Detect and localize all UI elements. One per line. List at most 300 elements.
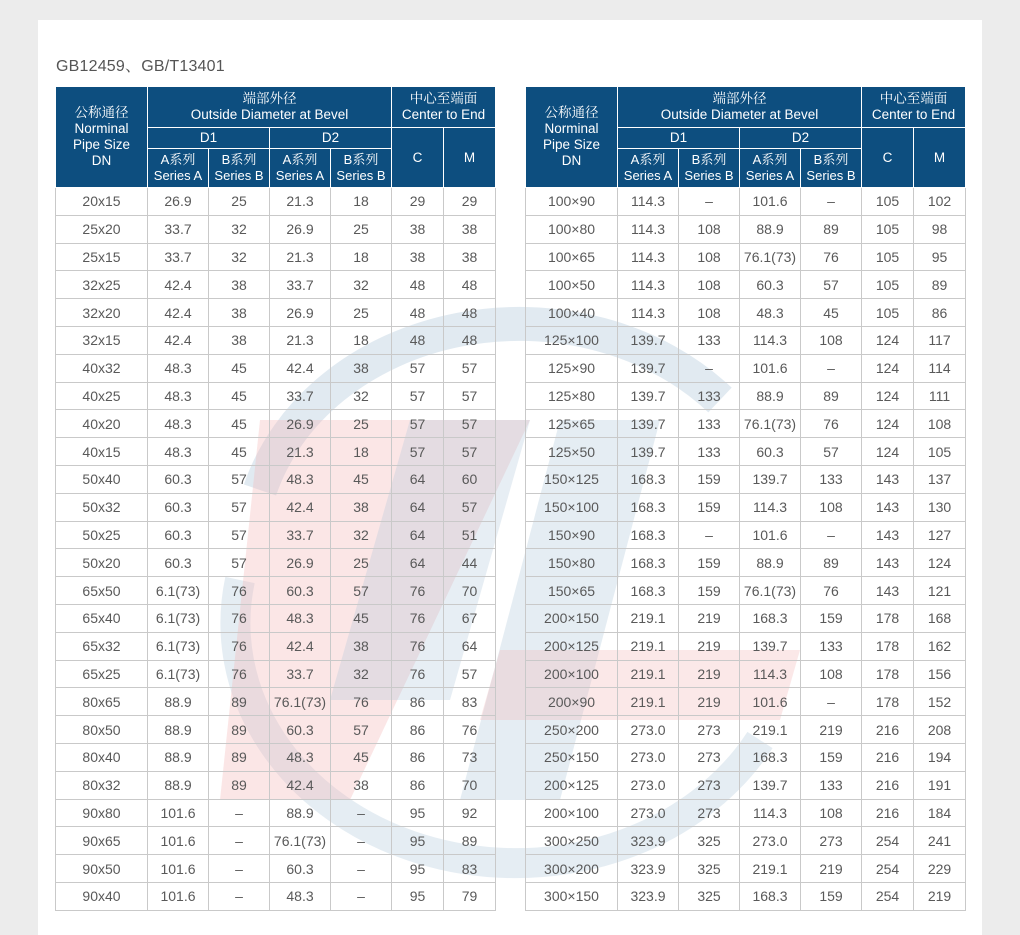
- d2-a-cell: 26.9: [270, 549, 331, 577]
- d1-b-cell: 273: [679, 716, 740, 744]
- d2-a-cell: 48.3: [270, 743, 331, 771]
- d2-a-cell: 60.3: [270, 716, 331, 744]
- series-b-en: Series B: [806, 168, 856, 183]
- d1-b-cell: –: [209, 827, 270, 855]
- d2-b-cell: 57: [801, 271, 862, 299]
- m-cell: 168: [914, 604, 966, 632]
- table-row: [526, 438, 966, 466]
- d2-b-cell: 76: [801, 410, 862, 438]
- d1-b-cell: 325: [679, 827, 740, 855]
- d2-b-cell: –: [331, 855, 392, 883]
- d1-b-cell: 57: [209, 493, 270, 521]
- c-cell: 48: [392, 299, 444, 327]
- table-row: [56, 771, 496, 799]
- od-header-cn: 端部外径: [712, 91, 767, 106]
- d2-b-cell: –: [801, 521, 862, 549]
- d2-header: D2: [270, 128, 392, 149]
- c-cell: 95: [392, 799, 444, 827]
- series-b-en: Series B: [684, 168, 734, 183]
- d1-b-cell: –: [209, 799, 270, 827]
- table-row: [526, 465, 966, 493]
- series-b-cn: B系列: [343, 152, 379, 167]
- table-row: [56, 299, 496, 327]
- d1-b-cell: 32: [209, 215, 270, 243]
- c-cell: 254: [862, 855, 914, 883]
- d2-a-cell: 219.1: [740, 855, 801, 883]
- dn-cell: 90x50: [56, 855, 148, 883]
- d1-b-cell: 76: [209, 604, 270, 632]
- d1-b-cell: –: [679, 521, 740, 549]
- d2-a-cell: 48.3: [270, 882, 331, 910]
- m-cell: 67: [444, 604, 496, 632]
- d1-a-cell: 273.0: [618, 771, 679, 799]
- dn-cell: 50x40: [56, 465, 148, 493]
- table-row: [56, 243, 496, 271]
- d2-b-cell: 273: [801, 827, 862, 855]
- d2-a-cell: 139.7: [740, 771, 801, 799]
- d2-b-cell: 38: [331, 632, 392, 660]
- d2-b-cell: 89: [801, 382, 862, 410]
- table-row: [526, 771, 966, 799]
- d2-a-cell: 26.9: [270, 410, 331, 438]
- dn-cell: 80x50: [56, 716, 148, 744]
- m-cell: 44: [444, 549, 496, 577]
- dn-cell: 100×50: [526, 271, 618, 299]
- d1-b-cell: 219: [679, 632, 740, 660]
- m-cell: 98: [914, 215, 966, 243]
- d1-b-cell: 76: [209, 577, 270, 605]
- d1-b-cell: 159: [679, 493, 740, 521]
- table-header: [526, 87, 966, 188]
- d2-series-a-header: [270, 149, 331, 188]
- d1-a-cell: 323.9: [618, 882, 679, 910]
- c-cell: 216: [862, 743, 914, 771]
- c-cell: 105: [862, 271, 914, 299]
- d1-b-cell: 219: [679, 660, 740, 688]
- od-header: [148, 87, 392, 128]
- dn-cell: 25x15: [56, 243, 148, 271]
- d2-b-cell: 57: [331, 716, 392, 744]
- dn-cell: 32x15: [56, 326, 148, 354]
- d2-a-cell: 76.1(73): [740, 243, 801, 271]
- d1-a-cell: 88.9: [148, 771, 209, 799]
- d2-a-cell: 76.1(73): [270, 688, 331, 716]
- dn-cell: 300×200: [526, 855, 618, 883]
- d2-a-cell: 33.7: [270, 271, 331, 299]
- c-cell: 178: [862, 604, 914, 632]
- m-cell: 57: [444, 660, 496, 688]
- d1-b-cell: 89: [209, 716, 270, 744]
- c-cell: 64: [392, 521, 444, 549]
- d2-b-cell: 108: [801, 660, 862, 688]
- d1-a-cell: 219.1: [618, 632, 679, 660]
- d1-a-cell: 168.3: [618, 493, 679, 521]
- d2-a-cell: 76.1(73): [740, 410, 801, 438]
- d1-b-cell: 76: [209, 632, 270, 660]
- table-row: [526, 827, 966, 855]
- d1-b-cell: 76: [209, 660, 270, 688]
- dn-header: [526, 87, 618, 188]
- d1-a-cell: 6.1(73): [148, 577, 209, 605]
- d1-a-cell: 48.3: [148, 438, 209, 466]
- dn-cell: 80x32: [56, 771, 148, 799]
- d1-a-cell: 42.4: [148, 271, 209, 299]
- d1-a-cell: 48.3: [148, 354, 209, 382]
- d1-a-cell: 33.7: [148, 243, 209, 271]
- dn-cell: 250×200: [526, 716, 618, 744]
- m-cell: 156: [914, 660, 966, 688]
- d2-a-cell: 60.3: [740, 271, 801, 299]
- d2-a-cell: 26.9: [270, 215, 331, 243]
- table-row: [56, 326, 496, 354]
- d1-a-cell: 139.7: [618, 382, 679, 410]
- d2-a-cell: 42.4: [270, 493, 331, 521]
- c-cell: 216: [862, 799, 914, 827]
- d2-a-cell: 139.7: [740, 632, 801, 660]
- d1-b-cell: 89: [209, 688, 270, 716]
- c-cell: 95: [392, 855, 444, 883]
- d2-series-b-header: [331, 149, 392, 188]
- table-row: [56, 382, 496, 410]
- table-row: [526, 549, 966, 577]
- d1-a-cell: 60.3: [148, 549, 209, 577]
- dn-cell: 200×125: [526, 771, 618, 799]
- dn-cell: 65x50: [56, 577, 148, 605]
- c-cell: 178: [862, 688, 914, 716]
- m-cell: 86: [914, 299, 966, 327]
- od-header: [618, 87, 862, 128]
- d1-a-cell: 323.9: [618, 855, 679, 883]
- table-row: [56, 688, 496, 716]
- dn-cell: 125×80: [526, 382, 618, 410]
- dn-cell: 200×100: [526, 799, 618, 827]
- c-cell: 124: [862, 382, 914, 410]
- c-cell: 57: [392, 438, 444, 466]
- m-cell: 137: [914, 465, 966, 493]
- d1-b-cell: 108: [679, 215, 740, 243]
- table-row: [526, 299, 966, 327]
- m-cell: 60: [444, 465, 496, 493]
- d1-a-cell: 6.1(73): [148, 604, 209, 632]
- d2-a-cell: 219.1: [740, 716, 801, 744]
- table-row: [56, 799, 496, 827]
- c-cell: 143: [862, 577, 914, 605]
- d1-a-cell: 6.1(73): [148, 660, 209, 688]
- d2-b-cell: 32: [331, 271, 392, 299]
- d1-a-cell: 88.9: [148, 688, 209, 716]
- dn-cell: 150×90: [526, 521, 618, 549]
- dn-header-cn: 公称通径: [74, 105, 129, 120]
- d1-b-cell: –: [209, 882, 270, 910]
- m-cell: 121: [914, 577, 966, 605]
- table-row: [56, 465, 496, 493]
- od-header-cn: 端部外径: [242, 91, 297, 106]
- table-row: [56, 743, 496, 771]
- c-cell: 86: [392, 688, 444, 716]
- d1-a-cell: 6.1(73): [148, 632, 209, 660]
- d2-a-cell: 139.7: [740, 465, 801, 493]
- m-cell: 130: [914, 493, 966, 521]
- d1-a-cell: 168.3: [618, 465, 679, 493]
- d1-a-cell: 139.7: [618, 326, 679, 354]
- d2-b-cell: 18: [331, 243, 392, 271]
- series-b-en: Series B: [336, 168, 386, 183]
- d2-a-cell: 273.0: [740, 827, 801, 855]
- dn-cell: 200×125: [526, 632, 618, 660]
- d2-b-cell: 18: [331, 188, 392, 216]
- series-b-en: Series B: [214, 168, 264, 183]
- dn-header: [56, 87, 148, 188]
- dn-cell: 80x40: [56, 743, 148, 771]
- d2-a-cell: 21.3: [270, 243, 331, 271]
- d1-b-cell: 57: [209, 521, 270, 549]
- ce-header-cn: 中心至端面: [409, 91, 478, 106]
- d1-b-cell: 219: [679, 688, 740, 716]
- table-row: [526, 632, 966, 660]
- table-row: [56, 577, 496, 605]
- series-b-cn: B系列: [691, 152, 727, 167]
- table-row: [56, 604, 496, 632]
- dn-cell: 125×90: [526, 354, 618, 382]
- d2-a-cell: 42.4: [270, 632, 331, 660]
- d1-b-cell: 32: [209, 243, 270, 271]
- table-row: [526, 799, 966, 827]
- m-cell: 111: [914, 382, 966, 410]
- c-cell: 76: [392, 604, 444, 632]
- d2-b-cell: –: [331, 882, 392, 910]
- dn-cell: 150×65: [526, 577, 618, 605]
- table-row: [526, 326, 966, 354]
- d1-a-cell: 60.3: [148, 493, 209, 521]
- c-cell: 64: [392, 549, 444, 577]
- c-cell: 105: [862, 299, 914, 327]
- series-a-cn: A系列: [160, 152, 196, 167]
- m-cell: 162: [914, 632, 966, 660]
- d2-b-cell: 25: [331, 410, 392, 438]
- d2-b-cell: 133: [801, 632, 862, 660]
- c-cell: 254: [862, 882, 914, 910]
- m-cell: 124: [914, 549, 966, 577]
- ce-header: [392, 87, 496, 128]
- table-row: [526, 716, 966, 744]
- dn-header-en3: DN: [561, 153, 582, 168]
- d2-b-cell: 133: [801, 465, 862, 493]
- dn-cell: 65x32: [56, 632, 148, 660]
- ce-header-en: Center to End: [401, 107, 486, 122]
- table-row: [56, 827, 496, 855]
- d2-b-cell: 45: [331, 604, 392, 632]
- d2-a-cell: 76.1(73): [740, 577, 801, 605]
- table-row: [56, 549, 496, 577]
- c-cell: 143: [862, 465, 914, 493]
- d2-a-cell: 33.7: [270, 521, 331, 549]
- d2-b-cell: 108: [801, 799, 862, 827]
- d2-a-cell: 168.3: [740, 743, 801, 771]
- dn-cell: 100×80: [526, 215, 618, 243]
- d2-a-cell: 21.3: [270, 326, 331, 354]
- series-b-cn: B系列: [813, 152, 849, 167]
- table-row: [56, 410, 496, 438]
- d1-a-cell: 42.4: [148, 299, 209, 327]
- d1-a-cell: 60.3: [148, 465, 209, 493]
- m-cell: 70: [444, 577, 496, 605]
- d1-b-cell: 38: [209, 326, 270, 354]
- m-cell: 64: [444, 632, 496, 660]
- c-cell: 124: [862, 410, 914, 438]
- dn-cell: 300×150: [526, 882, 618, 910]
- m-cell: 57: [444, 354, 496, 382]
- d2-b-cell: 45: [331, 465, 392, 493]
- od-header-en: Outside Diameter at Bevel: [190, 107, 349, 122]
- d1-a-cell: 26.9: [148, 188, 209, 216]
- d2-b-cell: 57: [801, 438, 862, 466]
- table-row: [56, 354, 496, 382]
- d2-b-cell: 38: [331, 771, 392, 799]
- d1-series-a-header: [148, 149, 209, 188]
- dn-cell: 32x20: [56, 299, 148, 327]
- dn-cell: 80x65: [56, 688, 148, 716]
- d1-b-cell: 133: [679, 382, 740, 410]
- d2-b-cell: 108: [801, 326, 862, 354]
- d2-b-cell: 219: [801, 855, 862, 883]
- d1-b-cell: 108: [679, 299, 740, 327]
- dn-cell: 125×50: [526, 438, 618, 466]
- table-row: [526, 743, 966, 771]
- table-row: [56, 660, 496, 688]
- table-row: [526, 604, 966, 632]
- m-cell: 29: [444, 188, 496, 216]
- dn-cell: 50x32: [56, 493, 148, 521]
- d2-b-cell: –: [801, 354, 862, 382]
- dn-header-en1: Norminal: [74, 121, 129, 136]
- table-row: [56, 438, 496, 466]
- d2-b-cell: –: [801, 688, 862, 716]
- dn-cell: 50x25: [56, 521, 148, 549]
- d1-header: D1: [618, 128, 740, 149]
- m-cell: 76: [444, 716, 496, 744]
- m-cell: 48: [444, 271, 496, 299]
- dn-cell: 100×65: [526, 243, 618, 271]
- d1-b-cell: 219: [679, 604, 740, 632]
- d1-series-a-header: [618, 149, 679, 188]
- d2-b-cell: 108: [801, 493, 862, 521]
- d2-a-cell: 21.3: [270, 188, 331, 216]
- d1-a-cell: 273.0: [618, 716, 679, 744]
- table-row: [56, 215, 496, 243]
- c-cell: 64: [392, 465, 444, 493]
- d1-b-cell: 45: [209, 438, 270, 466]
- c-cell: 143: [862, 521, 914, 549]
- d2-a-cell: 21.3: [270, 438, 331, 466]
- d2-series-a-header: [740, 149, 801, 188]
- d2-a-cell: 114.3: [740, 326, 801, 354]
- d2-a-cell: 42.4: [270, 771, 331, 799]
- m-cell: 83: [444, 855, 496, 883]
- m-cell: 51: [444, 521, 496, 549]
- dn-cell: 150×125: [526, 465, 618, 493]
- m-cell: 241: [914, 827, 966, 855]
- dn-header-cn: 公称通径: [544, 105, 599, 120]
- m-cell: 114: [914, 354, 966, 382]
- d1-a-cell: 88.9: [148, 716, 209, 744]
- table-row: [526, 660, 966, 688]
- c-cell: 216: [862, 771, 914, 799]
- m-cell: 92: [444, 799, 496, 827]
- dn-header-en2: Pipe Size: [72, 137, 131, 152]
- c-cell: 76: [392, 632, 444, 660]
- d2-a-cell: 60.3: [740, 438, 801, 466]
- m-cell: 48: [444, 326, 496, 354]
- m-cell: 70: [444, 771, 496, 799]
- table-row: [526, 577, 966, 605]
- c-cell: 29: [392, 188, 444, 216]
- c-cell: 105: [862, 243, 914, 271]
- c-cell: 124: [862, 438, 914, 466]
- table-row: [526, 382, 966, 410]
- table-row: [56, 188, 496, 216]
- d2-a-cell: 88.9: [740, 549, 801, 577]
- d2-a-cell: 42.4: [270, 354, 331, 382]
- d2-b-cell: –: [331, 827, 392, 855]
- d1-b-cell: 57: [209, 549, 270, 577]
- dn-cell: 65x40: [56, 604, 148, 632]
- d2-a-cell: 76.1(73): [270, 827, 331, 855]
- d1-a-cell: 273.0: [618, 743, 679, 771]
- d2-b-cell: 159: [801, 882, 862, 910]
- d2-b-cell: 76: [331, 688, 392, 716]
- m-cell: 89: [914, 271, 966, 299]
- d1-a-cell: 42.4: [148, 326, 209, 354]
- c-cell: 178: [862, 632, 914, 660]
- d1-b-cell: 45: [209, 382, 270, 410]
- table-row: [526, 410, 966, 438]
- d1-b-cell: 273: [679, 799, 740, 827]
- d2-b-cell: 159: [801, 743, 862, 771]
- d1-a-cell: 273.0: [618, 799, 679, 827]
- d1-b-cell: 159: [679, 549, 740, 577]
- d2-b-cell: 159: [801, 604, 862, 632]
- dn-cell: 250×150: [526, 743, 618, 771]
- c-cell: 124: [862, 326, 914, 354]
- d2-a-cell: 88.9: [270, 799, 331, 827]
- c-cell: 95: [392, 882, 444, 910]
- m-cell: 108: [914, 410, 966, 438]
- c-header: C: [392, 128, 444, 188]
- d1-a-cell: 114.3: [618, 299, 679, 327]
- standard-title: GB12459、GB/T13401: [56, 58, 225, 75]
- c-cell: 86: [392, 771, 444, 799]
- dn-cell: 90x40: [56, 882, 148, 910]
- table-row: [56, 716, 496, 744]
- m-cell: 194: [914, 743, 966, 771]
- dn-cell: 125×65: [526, 410, 618, 438]
- d1-series-b-header: [679, 149, 740, 188]
- m-cell: 38: [444, 215, 496, 243]
- d2-b-cell: 57: [331, 577, 392, 605]
- d2-header: D2: [740, 128, 862, 149]
- m-cell: 89: [444, 827, 496, 855]
- d2-b-cell: 219: [801, 716, 862, 744]
- d2-b-cell: 89: [801, 215, 862, 243]
- m-header: M: [444, 128, 496, 188]
- m-cell: 105: [914, 438, 966, 466]
- series-a-en: Series A: [745, 168, 795, 183]
- d2-a-cell: 33.7: [270, 660, 331, 688]
- m-cell: 57: [444, 438, 496, 466]
- dn-cell: 40x32: [56, 354, 148, 382]
- c-cell: 57: [392, 354, 444, 382]
- d2-b-cell: 32: [331, 521, 392, 549]
